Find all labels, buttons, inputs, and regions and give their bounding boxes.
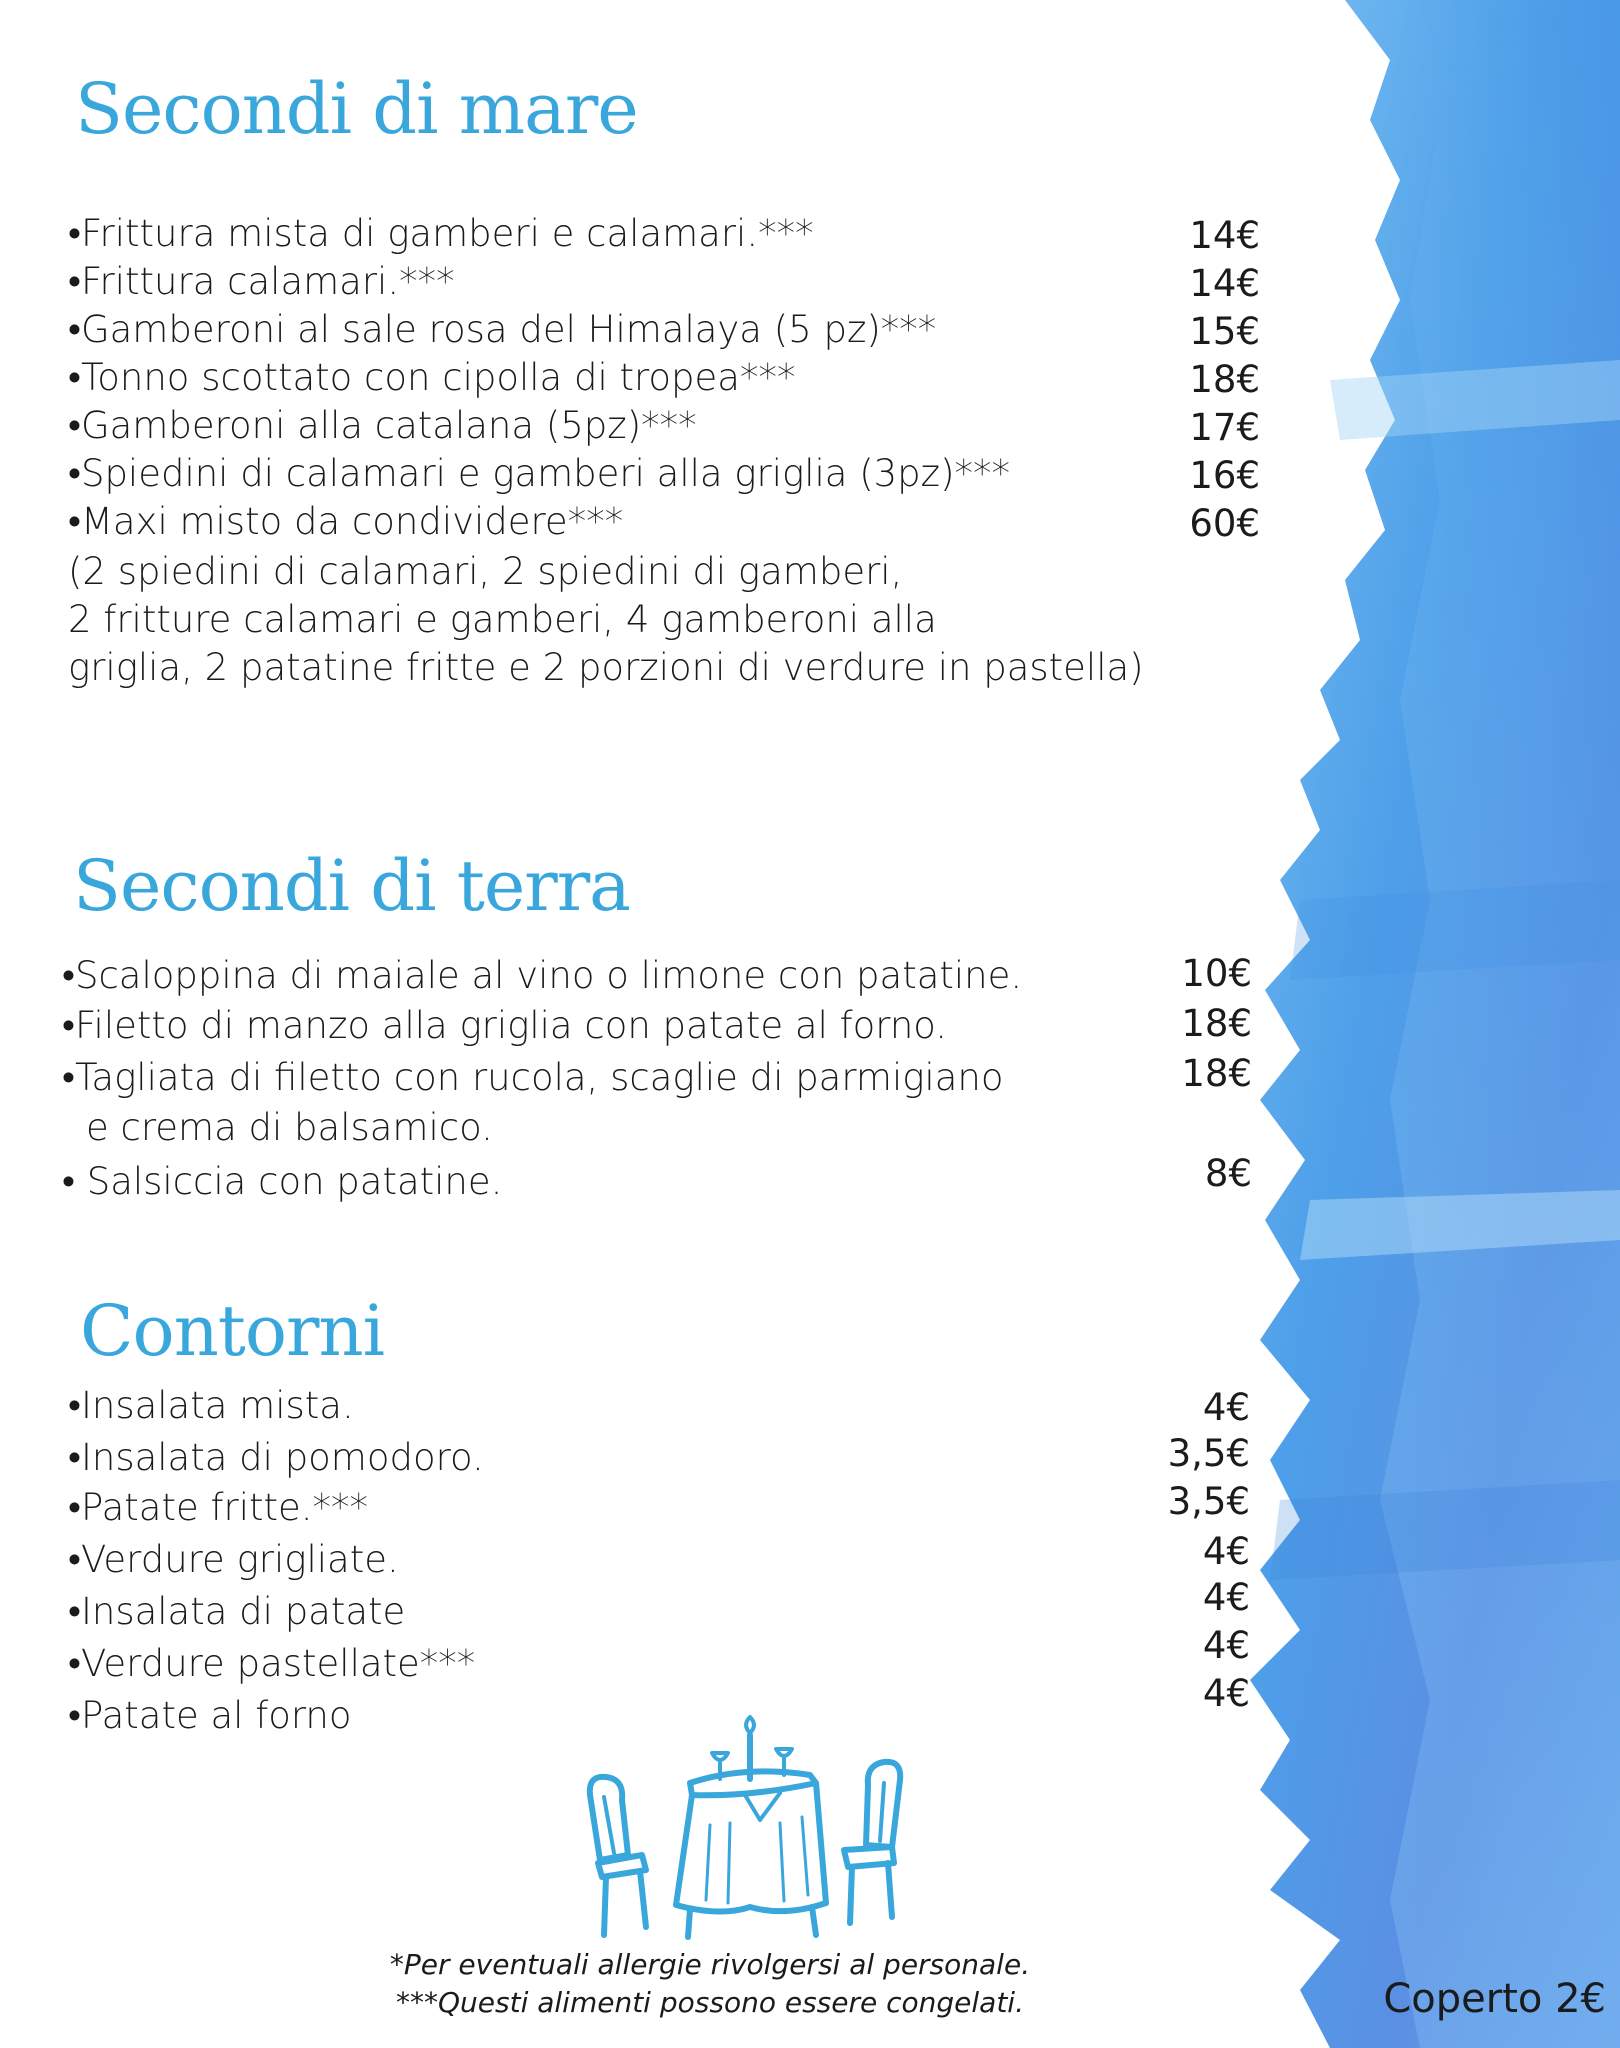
- menu-item: •Patate fritte.***: [68, 1486, 369, 1529]
- menu-item: •Insalata di patate: [68, 1590, 406, 1633]
- menu-item-price: 14€: [1189, 214, 1260, 257]
- menu-item-price: 4€: [1202, 1672, 1250, 1715]
- section-title-secondi-di-mare: Secondi di mare: [75, 68, 638, 150]
- menu-item-price: 4€: [1202, 1624, 1250, 1667]
- menu-item-price: 3,5€: [1167, 1480, 1250, 1523]
- menu-item: •Patate al forno: [68, 1694, 352, 1737]
- menu-item-price: 4€: [1202, 1386, 1250, 1429]
- menu-item-price: 17€: [1189, 406, 1260, 449]
- menu-item: •Tonno scottato con cipolla di tropea***: [68, 356, 796, 399]
- menu-item-description: griglia, 2 patatine fritte e 2 porzioni di verdure in pastella): [68, 646, 1144, 689]
- allergy-note: *Per eventuali allergie rivolgersi al personale.: [389, 1948, 1031, 1981]
- table-with-chairs-icon: [580, 1705, 910, 1955]
- frozen-note: ***Questi alimenti possono essere congelati.: [395, 1986, 1024, 2019]
- menu-item: •Frittura mista di gamberi e calamari.***: [68, 212, 814, 255]
- menu-item-description: (2 spiedini di calamari, 2 spiedini di gamberi,: [68, 550, 903, 593]
- menu-item-price: 8€: [1204, 1152, 1252, 1195]
- menu-item-description: 2 fritture calamari e gamberi, 4 gamberoni alla: [68, 598, 937, 641]
- menu-item: •Insalata di pomodoro.: [68, 1436, 484, 1479]
- menu-item-price: 60€: [1189, 502, 1260, 545]
- menu-item: • Salsiccia con patatine.: [62, 1160, 503, 1203]
- menu-item-price: 18€: [1181, 1052, 1252, 1095]
- menu-item: •Verdure pastellate***: [68, 1642, 476, 1685]
- section-title-contorni: Contorni: [80, 1290, 384, 1372]
- menu-item: •Frittura calamari.***: [68, 260, 455, 303]
- menu-item: •Insalata mista.: [68, 1384, 354, 1427]
- menu-item-continuation: e crema di balsamico.: [86, 1106, 493, 1149]
- menu-item: •Tagliata di filetto con rucola, scaglie di parmigiano: [62, 1056, 1004, 1099]
- menu-item: •Filetto di manzo alla griglia con patate al forno.: [62, 1004, 948, 1047]
- coperto-price: Coperto 2€: [1383, 1976, 1606, 2022]
- menu-item-price: 14€: [1189, 262, 1260, 305]
- menu-item-price: 15€: [1189, 310, 1260, 353]
- menu-item-price: 3,5€: [1167, 1432, 1250, 1475]
- menu-item: •Gamberoni alla catalana (5pz)***: [68, 404, 697, 447]
- section-title-secondi-di-terra: Secondi di terra: [73, 845, 630, 927]
- menu-item-price: 4€: [1202, 1576, 1250, 1619]
- menu-item-price: 4€: [1202, 1530, 1250, 1573]
- menu-item: •Scaloppina di maiale al vino o limone con patatine.: [62, 954, 1023, 997]
- menu-item: •Gamberoni al sale rosa del Himalaya (5 pz)***: [68, 308, 937, 351]
- menu-item-price: 18€: [1189, 358, 1260, 401]
- menu-item-price: 18€: [1181, 1002, 1252, 1045]
- menu-item: •Spiedini di calamari e gamberi alla griglia (3pz)***: [68, 452, 1011, 495]
- menu-item: •Maxi misto da condividere***: [68, 500, 624, 543]
- menu-item: •Verdure grigliate.: [68, 1538, 399, 1581]
- menu-item-price: 10€: [1181, 952, 1252, 995]
- menu-item-price: 16€: [1189, 454, 1260, 497]
